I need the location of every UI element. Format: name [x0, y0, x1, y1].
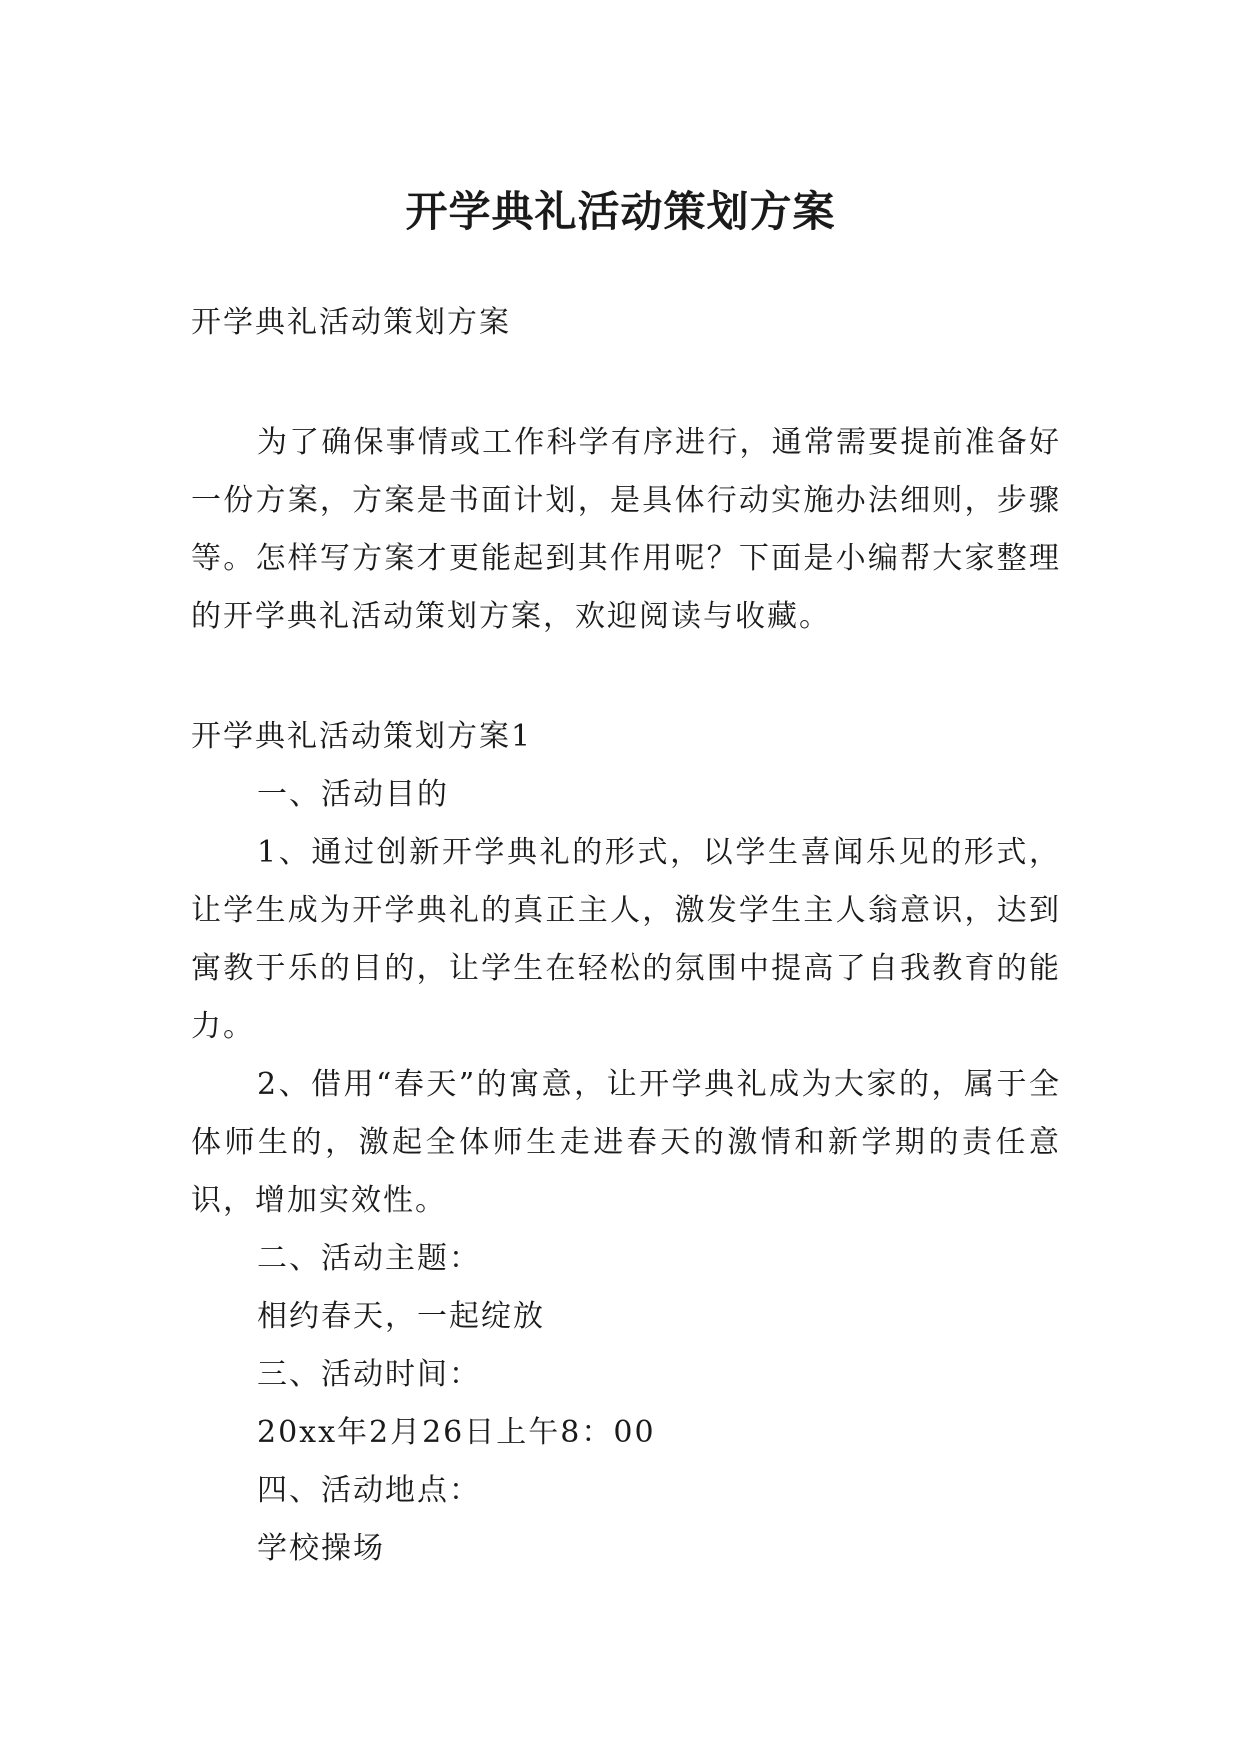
intro-paragraph: 为了确保事情或工作科学有序进行，通常需要提前准备好一份方案，方案是书面计划，是具体行动实施办法细则，步骤等。怎样写方案才更能起到其作用呢？下面是小编帮大家整理的开学典礼活动策划方案，欢迎阅读与收藏。	[191, 425, 1061, 634]
document-title: 开学典礼活动策划方案	[405, 187, 836, 237]
theme-heading: 二、活动主题：	[257, 1241, 481, 1276]
time-text: 20xx年2月26日上午8：00	[257, 1415, 656, 1450]
spacer	[191, 646, 1061, 708]
place-heading: 四、活动地点：	[257, 1473, 481, 1508]
section-heading: 开学典礼活动策划方案1	[191, 719, 533, 754]
purpose-item-1: 1、通过创新开学典礼的形式，以学生喜闻乐见的形式，让学生成为开学典礼的真正主人，激发学生主人翁意识，达到寓教于乐的目的，让学生在轻松的氛围中提高了自我教育的能力。	[191, 835, 1061, 1044]
document-body	[191, 294, 1061, 1578]
purpose-item-2: 2、借用“春天”的寓意，让开学典礼成为大家的，属于全体师生的，激起全体师生走进春天的激情和新学期的责任意识，增加实效性。	[191, 1067, 1061, 1218]
purpose-heading: 一、活动目的	[257, 777, 449, 812]
spacer	[191, 352, 1061, 414]
place-text: 学校操场	[257, 1531, 385, 1566]
theme-text: 相约春天，一起绽放	[257, 1299, 545, 1334]
document-subtitle: 开学典礼活动策划方案	[191, 305, 511, 340]
time-heading: 三、活动时间：	[257, 1357, 481, 1392]
